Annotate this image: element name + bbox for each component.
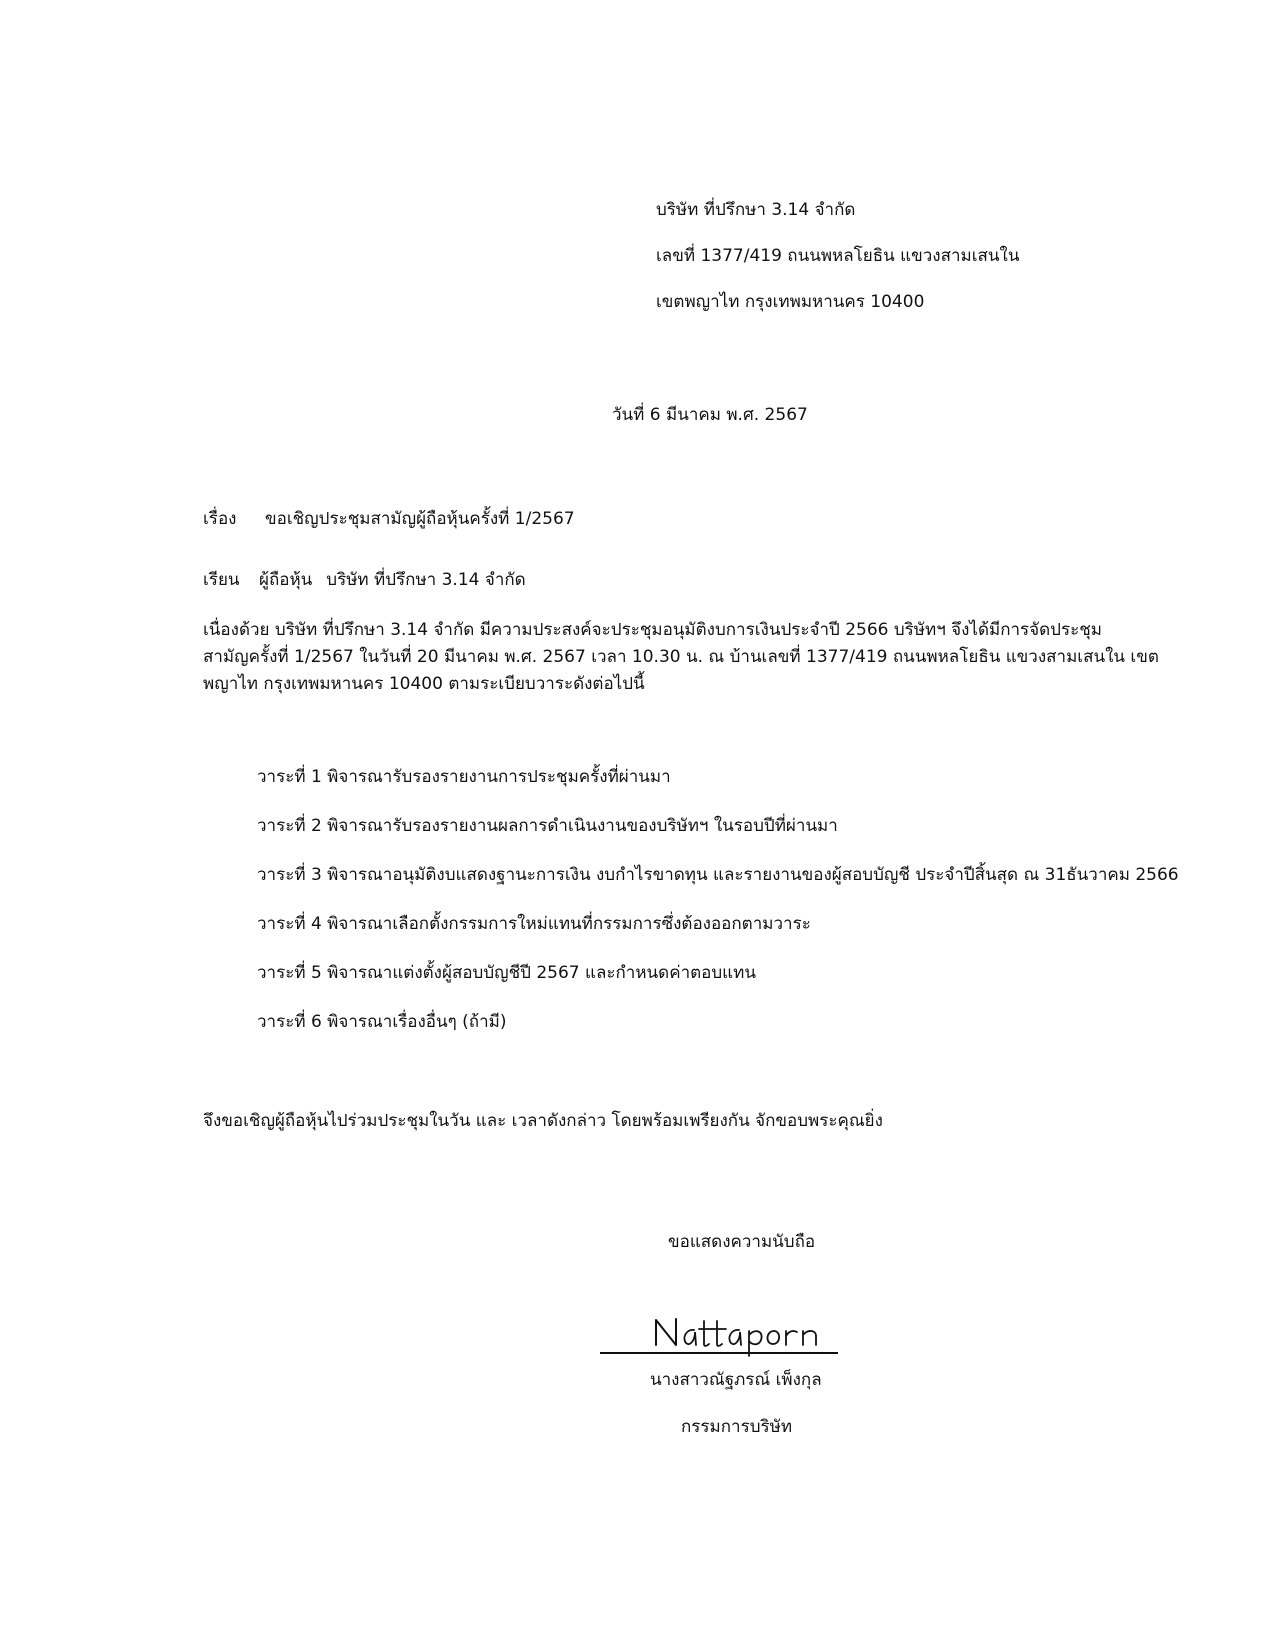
letter-date: วันที่ 6 มีนาคม พ.ศ. 2567 [612, 405, 808, 425]
closing-paragraph: จึงขอเชิญผู้ถือหุ้นไปร่วมประชุมในวัน และ เวลาดังกล่าว โดยพร้อมเพรียงกัน จักขอบพระคุณยิ่ง [203, 1111, 883, 1131]
sender-address-line-1: เลขที่ 1377/419 ถนนพหลโยธิน แขวงสามเสนใน [656, 246, 1020, 266]
signature-image [600, 1298, 850, 1358]
agenda-item: วาระที่ 4 พิจารณาเลือกตั้งกรรมการใหม่แทนที่กรรมการซึ่งต้องออกตามวาระ [257, 914, 811, 934]
sender-address-line-2: เขตพญาไท กรุงเทพมหานคร 10400 [656, 292, 925, 312]
body-paragraph [203, 617, 1163, 699]
subject-text: ขอเชิญประชุมสามัญผู้ถือหุ้นครั้งที่ 1/2567 [265, 509, 575, 529]
recipient-label: เรียน [203, 570, 240, 590]
agenda-item: วาระที่ 2 พิจารณารับรองรายงานผลการดำเนินงานของบริษัทฯ ในรอบปีที่ผ่านมา [257, 816, 838, 836]
subject-label: เรื่อง [203, 509, 237, 529]
sender-company: บริษัท ที่ปรึกษา 3.14 จำกัด [656, 200, 856, 220]
recipient-row [203, 566, 526, 593]
agenda-item: วาระที่ 1 พิจารณารับรองรายงานการประชุมครั้งที่ผ่านมา [257, 767, 671, 787]
subject-row [203, 505, 575, 532]
agenda-item: วาระที่ 6 พิจารณาเรื่องอื่นๆ (ถ้ามี) [257, 1012, 507, 1032]
recipient-who: ผู้ถือหุ้น [259, 570, 313, 590]
recipient-company: บริษัท ที่ปรึกษา 3.14 จำกัด [326, 570, 526, 590]
agenda-item: วาระที่ 3 พิจารณาอนุมัติงบแสดงฐานะการเงิน งบกำไรขาดทุน และรายงานของผู้สอบบัญชี ประจำปีสิ้นสุด ณ 31ธันวาคม 2566 [257, 865, 1179, 885]
agenda-item: วาระที่ 5 พิจารณาแต่งตั้งผู้สอบบัญชีปี 2567 และกำหนดค่าตอบแทน [257, 963, 756, 983]
body-line: พญาไท กรุงเทพมหานคร 10400 ตามระเบียบวาระดังต่อไปนี้ [203, 674, 645, 695]
signer-title: กรรมการบริษัท [681, 1417, 793, 1437]
signer-name: นางสาวณัฐภรณ์ เพ็งกุล [650, 1370, 822, 1390]
body-line: สามัญครั้งที่ 1/2567 ในวันที่ 20 มีนาคม พ.ศ. 2567 เวลา 10.30 น. ณ บ้านเลขที่ 1377/419 ถนนพหลโยธิน แขวงสามเสนใน เขต [203, 647, 1159, 668]
body-line: เนื่องด้วย บริษัท ที่ปรึกษา 3.14 จำกัด มีความประสงค์จะประชุมอนุมัติงบการเงินประจำปี 2566 บริษัทฯ จึงได้มีการจัดประชุม [203, 620, 1102, 640]
regards: ขอแสดงความนับถือ [668, 1232, 816, 1252]
agenda-list [257, 763, 1179, 1057]
